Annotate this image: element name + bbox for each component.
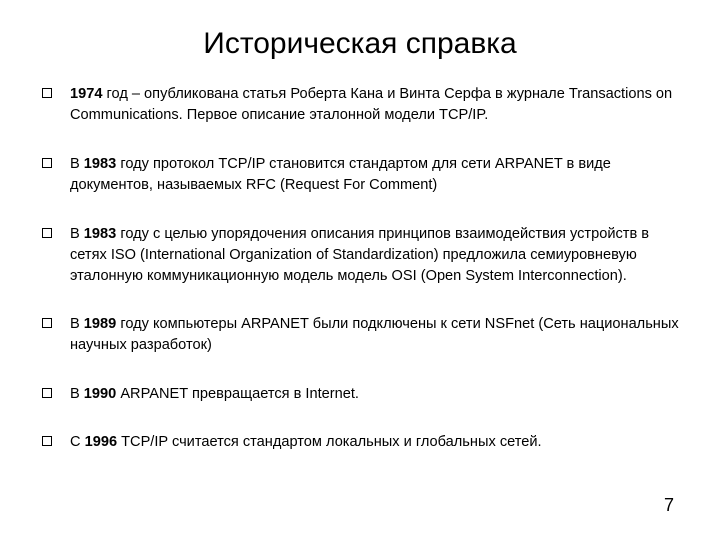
bullet-year: 1983 (83, 156, 117, 172)
bullet-item-1983-tcpip (42, 154, 682, 196)
bullet-prefix: В (70, 226, 84, 242)
bullet-item-1989 (42, 314, 682, 356)
bullet-text: ARPANET превращается в Internet. (116, 386, 359, 402)
bullet-year: 1974 (70, 86, 103, 102)
bullet-year: 1989 (83, 316, 117, 332)
bullet-text: году компьютеры ARPANET были подключены к сети NSFnet (Сеть национальных научных разработок) (70, 316, 679, 353)
square-bullet-icon (42, 388, 52, 398)
square-bullet-icon (42, 88, 52, 98)
bullet-prefix: В (70, 386, 84, 402)
slide-title: Историческая справка (203, 27, 517, 60)
bullet-year: 1990 (83, 386, 117, 402)
square-bullet-icon (42, 158, 52, 168)
bullet-text: году с целью упорядочения описания принципов взаимодействия устройств в сетях ISO (International Organization of Standardization) предложила семиуровневую эталонную коммуникационную модель модель OSI (Open System Interconnection). (70, 226, 650, 284)
bullet-item-1974 (42, 84, 682, 126)
bullet-list (42, 84, 682, 453)
bullet-prefix: С (70, 434, 85, 450)
bullet-year: 1983 (83, 226, 117, 242)
page-number: 7 (663, 495, 674, 515)
bullet-item-1990 (42, 384, 682, 405)
square-bullet-icon (42, 228, 52, 238)
bullet-prefix: В (70, 156, 84, 172)
bullet-prefix: В (70, 316, 84, 332)
bullet-text: TCP/IP считается стандартом локальных и глобальных сетей. (117, 434, 542, 450)
bullet-year: 1996 (84, 434, 118, 450)
bullet-item-1983-osi (42, 224, 682, 287)
square-bullet-icon (42, 318, 52, 328)
bullet-item-1996 (42, 432, 682, 453)
square-bullet-icon (42, 436, 52, 446)
bullet-text: году протокол TCP/IP становится стандартом для сети ARPANET в виде документов, называемых RFC (Request For Comment) (70, 156, 611, 193)
bullet-text: год – опубликована статья Роберта Кана и Винта Серфа в журнале Transactions on Communications. Первое описание эталонной модели TCP/IP. (70, 86, 673, 123)
